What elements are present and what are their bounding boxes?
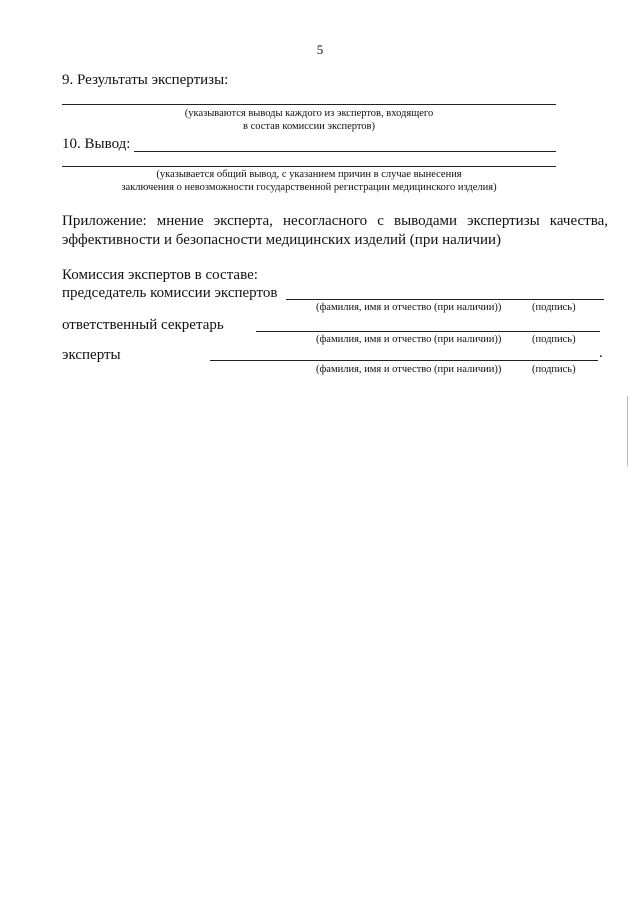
section-10-underline-1 — [134, 151, 556, 152]
experts-name-hint: (фамилия, имя и отчество (при наличии)) — [316, 364, 502, 375]
section-9-heading: 9. Результаты экспертизы: — [62, 72, 229, 88]
commission-title: Комиссия экспертов в составе: — [62, 267, 258, 283]
secretary-signature-line — [256, 331, 600, 332]
scan-edge-mark — [627, 396, 628, 466]
experts-signature-line — [210, 360, 598, 361]
appendix-line-2: эффективности и безопасности медицинских изделий (при наличии) — [62, 232, 502, 248]
page-number: 5 — [316, 42, 324, 57]
section-9-hint-1: (указываются выводы каждого из экспертов, входящего — [184, 108, 434, 119]
section-9-hint-2: в состав комиссии экспертов) — [243, 121, 375, 132]
section-10-hint-2: заключения о невозможности государственной регистрации медицинского изделия) — [121, 182, 497, 193]
chair-name-hint: (фамилия, имя и отчество (при наличии)) — [316, 302, 502, 313]
chair-signature-hint: (подпись) — [532, 302, 576, 313]
appendix-line-1: Приложение: мнение эксперта, несогласного с выводами экспертизы качества, — [62, 213, 608, 229]
secretary-label: ответственный секретарь — [62, 317, 224, 333]
section-10-heading: 10. Вывод: — [62, 136, 131, 152]
experts-signature-hint: (подпись) — [532, 364, 576, 375]
section-9-underline — [62, 104, 556, 105]
secretary-signature-hint: (подпись) — [532, 334, 576, 345]
experts-end-mark: . — [599, 345, 603, 361]
chair-signature-line — [286, 299, 604, 300]
chair-label: председатель комиссии экспертов — [62, 285, 278, 301]
section-10-underline-2 — [62, 166, 556, 167]
secretary-name-hint: (фамилия, имя и отчество (при наличии)) — [316, 334, 502, 345]
appendix-paragraph — [62, 212, 608, 250]
experts-label: эксперты — [62, 347, 121, 363]
section-10-hint-1: (указывается общий вывод, с указанием причин в случае вынесения — [156, 169, 462, 180]
